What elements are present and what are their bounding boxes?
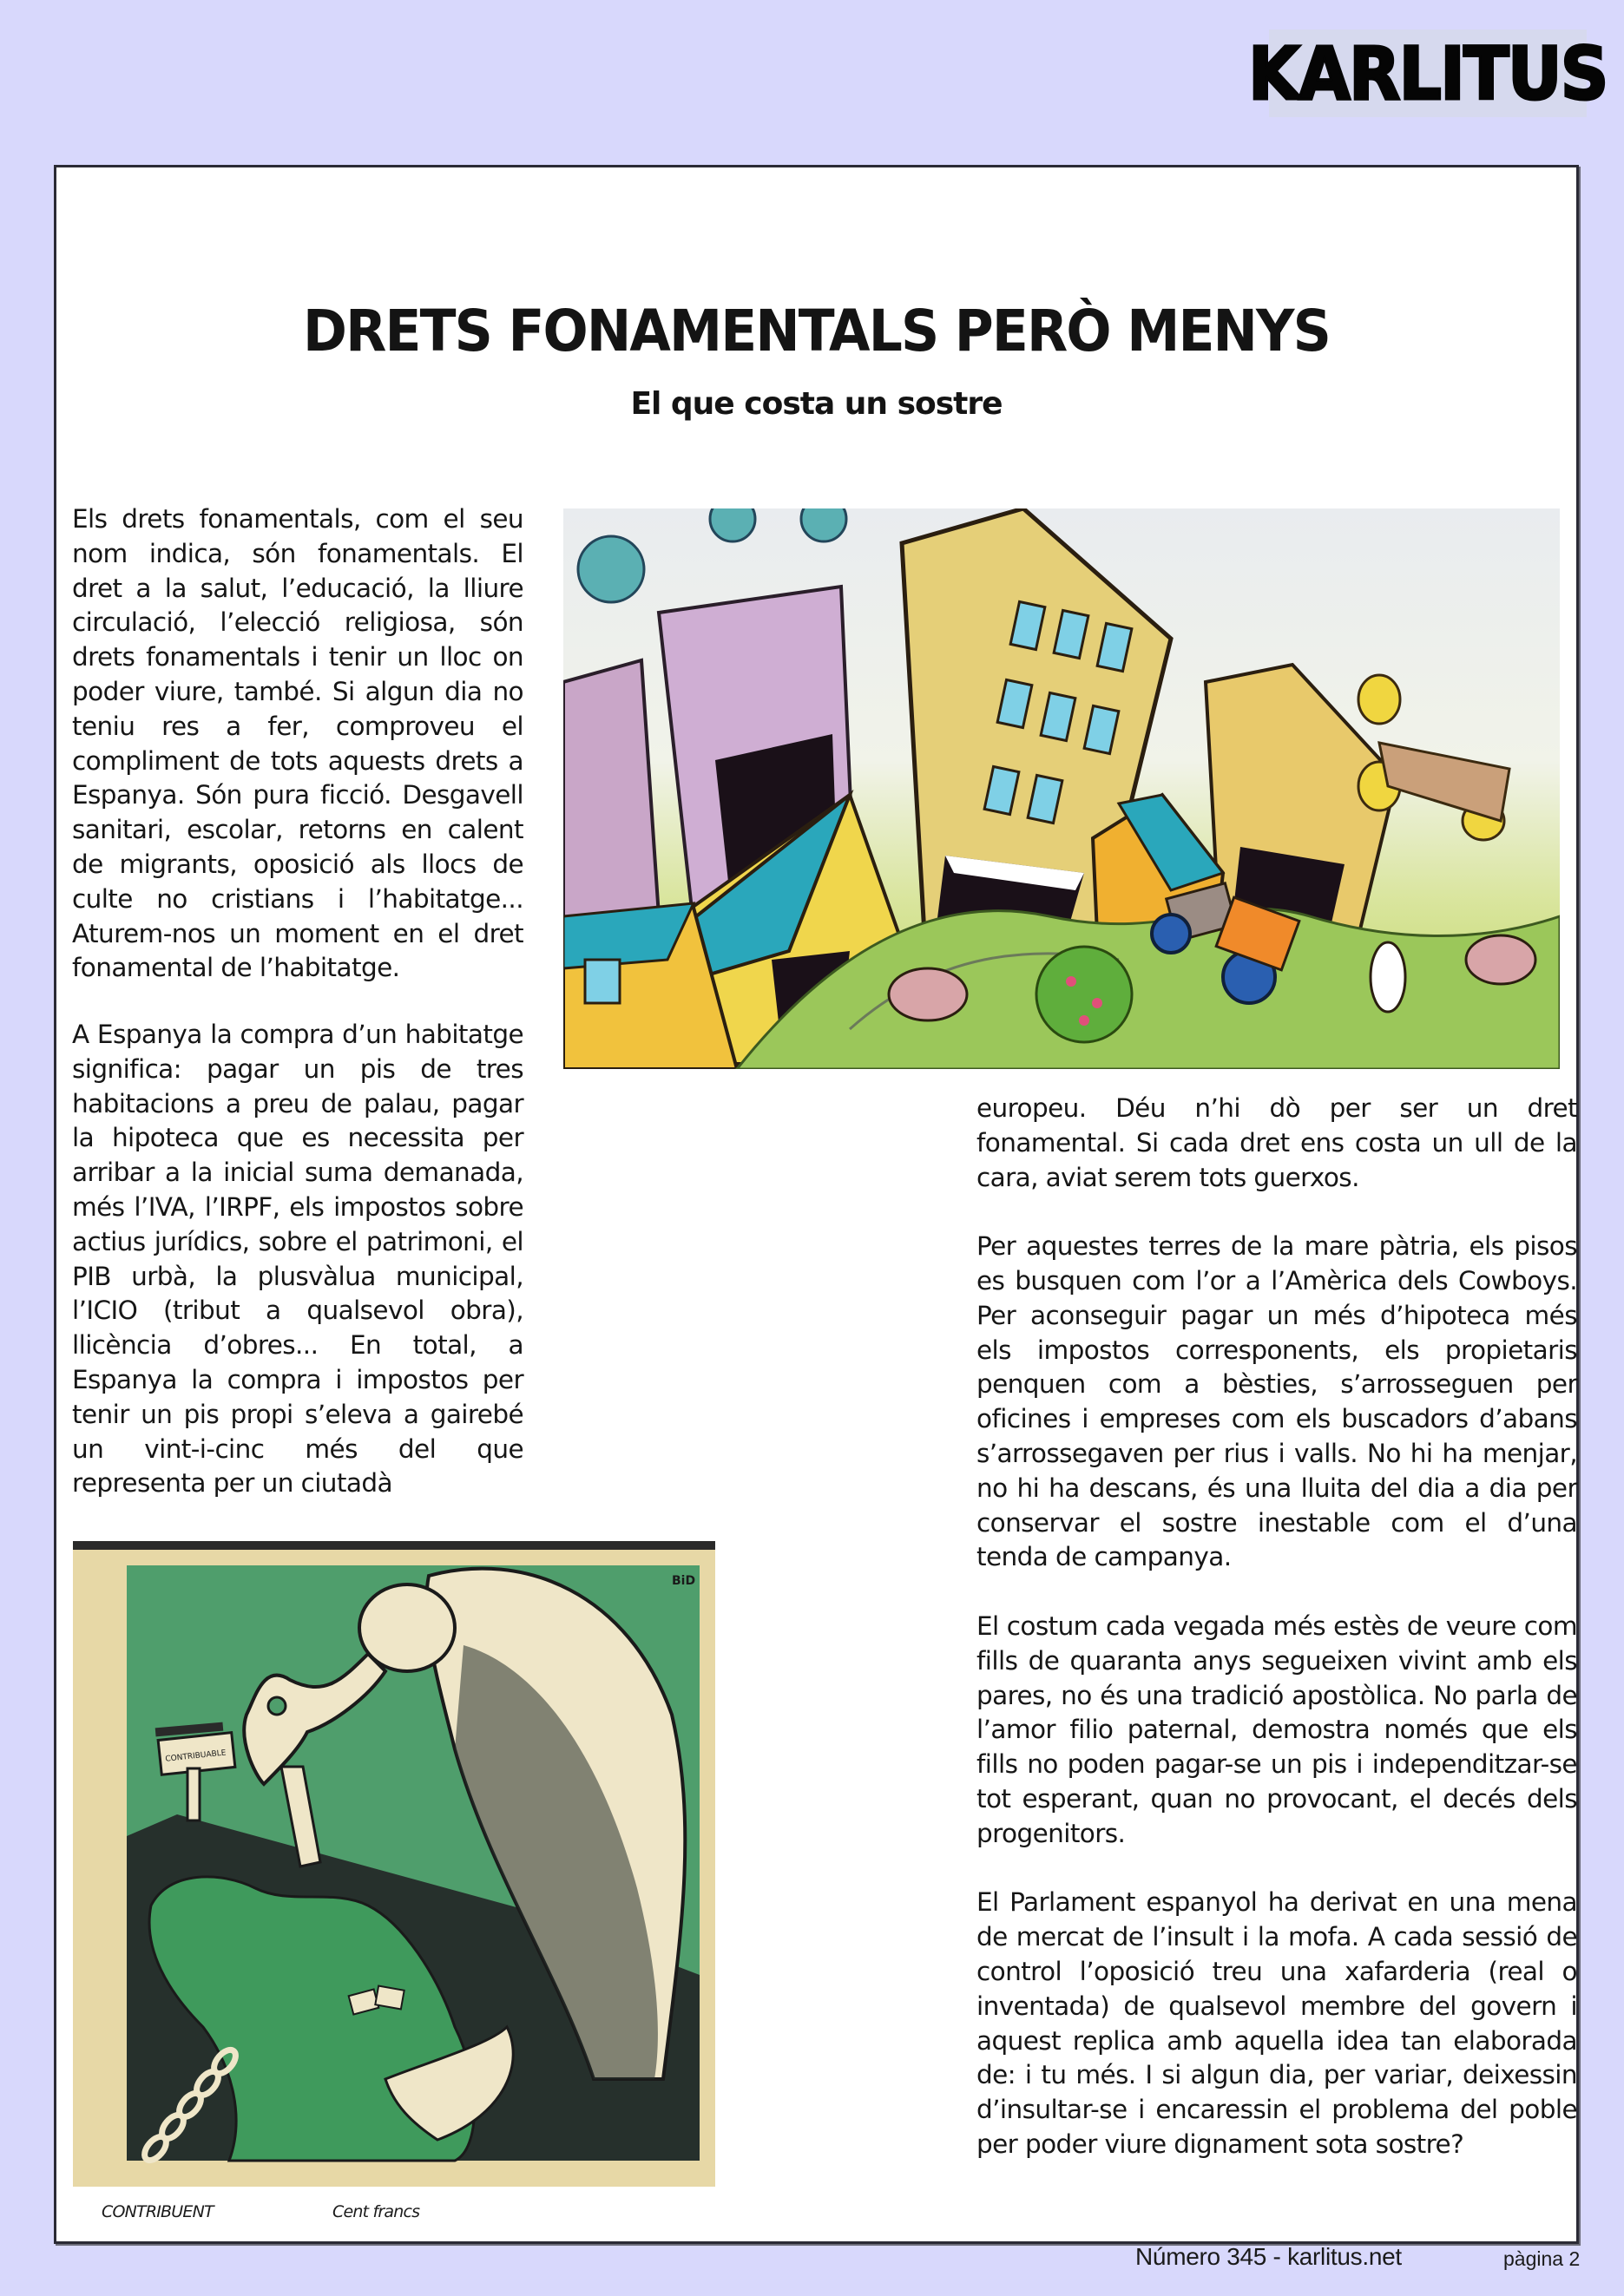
right-column (976, 1092, 1577, 2162)
caption-cent-francs: Cent francs (332, 2202, 420, 2221)
logo-text: KARLITUS (1248, 30, 1608, 116)
monster-buildings-illustration (563, 508, 1560, 1069)
paragraph: El costum cada vegada més estès de veure com fills de quaranta anys segueixen vivint amb els pares, no és una tradició apostòlica. No parla de l’amor filio paternal, demostra només que els fills no poden pagar-se un pis i independitzar-se tot esperant, quan no provocant, el decés dels progenitors. (976, 1610, 1577, 1848)
contribuable-sign-text: CONTRIBUABLE (164, 1748, 227, 1764)
artist-signature: BiD (672, 1574, 696, 1588)
paragraph: A Espanya la compra d’un habitatge significa: pagar un pis de tres habitacions a preu de palau, pagar la hipoteca que es necessita per arribar a la inicial suma demanada, més l’IVA, l’IRPF, els impostos sobre actius jurídics, sobre el patrimoni, el PIB urbà, la plusvàlua municipal, l’ICIO (tribut a qualsevol obra), llicència d’obres... En total, a Espanya la compra i impostos per tenir un pis propi s’eleva a gairebé un vint-i-cinc més del que representa per un ciutadà (72, 1020, 523, 1499)
footer-issue-number: Número 345 - karlitus.net (1135, 2243, 1402, 2270)
paragraph: europeu. Déu n’hi dò per ser un dret fonamental. Si cada dret ens costa un ull de la cara, aviat serem tots guerxos. (976, 1093, 1577, 1192)
masthead-logo (1248, 30, 1608, 117)
article-frame (54, 165, 1579, 2244)
monster-buildings-drawing (563, 508, 1560, 1069)
left-column-top (72, 502, 523, 986)
footer-page-number: pàgina 2 (1503, 2247, 1581, 2270)
paragraph: Els drets fonamentals, com el seu nom indica, són fonamentals. El dret a la salut, l’educació, la lliure circulació, l’elecció religiosa, són drets fonamentals i tenir un lloc on poder viure, també. Si algun dia no teniu res a fer, comproveu el compliment de tots aquests drets a Espanya. Són pura ficció. Desgavell sanitari, escolar, retorns en calent de migrants, oposició als llocs de culte no cristians i l’habitatge... Aturem-nos un moment en el dret fonamental de l’habitatge. (72, 504, 523, 983)
article-subtitle: El que costa un sostre (630, 386, 1003, 422)
vulture-cartoon (73, 1541, 715, 2187)
article-title: DRETS FONAMENTALS PERÒ MENYS (303, 298, 1330, 364)
caption-contribuent: CONTRIBUENT (102, 2202, 214, 2221)
paragraph: El Parlament espanyol ha derivat en una mena de mercat de l’insult i la mofa. A cada sessió de control l’oposició treu una xafarderia (real o inventada) de qualsevol membre del govern i aquest replica amb aquella idea tan elaborada de: i tu més. I si algun dia, per variar, deixessin d’insultar-se i encaressin el problema del poble per poder viure dignament sota sostre? (976, 1887, 1577, 2159)
vulture-drawing (73, 1541, 715, 2187)
paragraph: Per aquestes terres de la mare pàtria, els pisos es busquen com l’or a l’Amèrica dels Cowboys. Per aconseguir pagar un més d’hipoteca més els impostos corresponents, els propietaris penquen com a bèsties, s’arrosseguen per oficines i empreses com els buscadors d’abans s’arrossegaven per rius i valls. No hi ha menjar, no hi ha descans, és una lluita del dia a dia per conservar el sostre inestable com el d’una tenda de campanya. (976, 1231, 1577, 1572)
left-column-bottom (72, 1018, 523, 1501)
